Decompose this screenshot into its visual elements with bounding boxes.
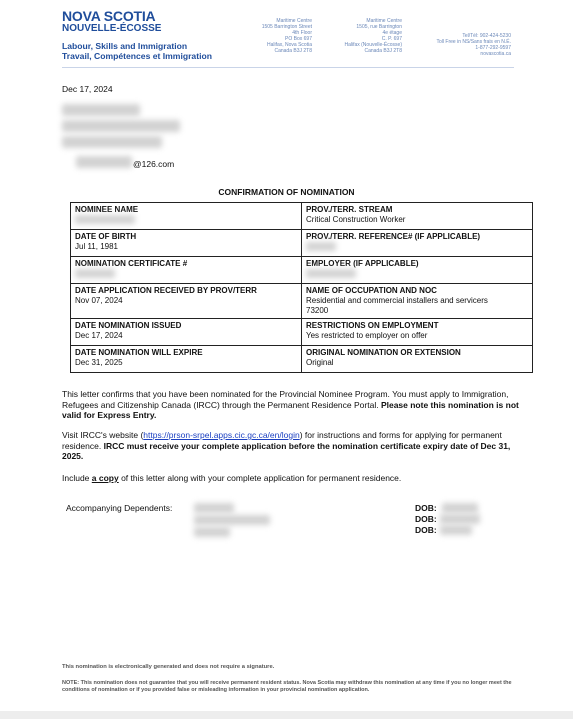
email-address: @126.com <box>133 159 175 169</box>
footer-disclaimer: NOTE: This nomination does not guarantee that you will receive permanent resident status. Nova Scotia may withdraw this nomination at any time if you no longer meet the conditions of nomination or if you provided false or misleading information in your provincial nomination application. <box>62 680 512 693</box>
cell-label: NOMINATION CERTIFICATE # <box>75 259 188 268</box>
nova-scotia-logo <box>62 9 161 34</box>
addr-line: Canada B3J 2T8 <box>274 48 312 54</box>
cell-label: PROV./TERR. STREAM <box>306 205 393 214</box>
addr-line: 4e étage <box>382 30 402 36</box>
cell-label: PROV./TERR. REFERENCE# (IF APPLICABLE) <box>306 232 481 241</box>
para-text: This letter confirms that you have been nominated for the Provincial Nominee Program. You must apply to Immigration, Refugees and Citizenship Canada (IRCC) through the Permanent Residence Portal. <box>62 389 509 410</box>
addr-line: 1505, rue Barrington <box>356 24 402 30</box>
letter-date: Dec 17, 2024 <box>62 84 113 94</box>
contact-info <box>425 33 511 57</box>
redacted-address-1 <box>62 120 180 132</box>
redacted-dob-2 <box>440 514 480 524</box>
redacted-value <box>75 215 135 224</box>
redacted-dob-3 <box>440 525 472 535</box>
redacted-dob-1 <box>442 503 478 513</box>
table-row <box>71 319 533 346</box>
table-cell <box>302 203 533 230</box>
cell-value: Jul 11, 1981 <box>75 242 118 251</box>
cell-value: Dec 17, 2024 <box>75 331 123 340</box>
table-row <box>71 346 533 373</box>
table-row <box>71 230 533 257</box>
redacted-dependent-3 <box>194 527 230 537</box>
addr-line: Maritime Centre <box>366 18 402 24</box>
para-text: of this letter along with your complete application for permanent residence. <box>118 473 402 483</box>
table-cell <box>71 203 302 230</box>
dependents-label: Accompanying Dependents: <box>66 503 173 513</box>
table-row <box>71 284 533 319</box>
department-name <box>62 41 212 61</box>
addr-line: Halifax, Nova Scotia <box>266 42 312 48</box>
redacted-dependent-1 <box>194 503 234 513</box>
addr-line: Maritime Centre <box>276 18 312 24</box>
addr-line: Halifax (Nouvelle-Écosse) <box>344 42 402 48</box>
table-cell <box>302 257 533 284</box>
table-cell <box>71 319 302 346</box>
addr-line: 1505 Barrington Street <box>261 24 312 30</box>
cell-label: EMPLOYER (IF APPLICABLE) <box>306 259 419 268</box>
dob-label: DOB: <box>415 514 437 524</box>
table-cell <box>71 284 302 319</box>
addr-line: PO Box 697 <box>285 36 312 42</box>
table-cell <box>71 230 302 257</box>
cell-label: ORIGINAL NOMINATION OR EXTENSION <box>306 348 461 357</box>
redacted-email <box>76 156 132 168</box>
cell-label: DATE APPLICATION RECEIVED BY PROV/TERR <box>75 286 257 295</box>
website-link[interactable]: novascotia.ca <box>480 51 511 57</box>
cell-value: Critical Construction Worker <box>306 215 406 224</box>
table-cell <box>302 319 533 346</box>
table-cell <box>71 346 302 373</box>
express-entry-note: Please note this nomination is not valid for Express Entry. <box>62 399 519 420</box>
phone-line: Tel/Tél: 902-424-5230 <box>462 33 511 39</box>
page-bottom-edge <box>0 711 573 719</box>
para-text: Visit IRCC's website ( <box>62 430 144 440</box>
address-french <box>336 18 402 54</box>
department-fr: Travail, Compétences et Immigration <box>62 51 212 61</box>
logo-sub-text: NOUVELLE-ÉCOSSE <box>62 23 162 34</box>
redacted-value <box>75 269 115 278</box>
cell-label: NOMINEE NAME <box>75 205 139 214</box>
cell-value: Dec 31, 2025 <box>75 358 123 367</box>
ircc-portal-link[interactable]: https://prson-srpel.apps.cic.gc.ca/en/login <box>143 430 300 440</box>
a-copy-emphasis: a copy <box>91 473 119 483</box>
cell-label: RESTRICTIONS ON EMPLOYMENT <box>306 321 439 330</box>
table-cell <box>302 284 533 319</box>
table-row <box>71 257 533 284</box>
cell-label: DATE NOMINATION ISSUED <box>75 321 182 330</box>
cell-value: Nov 07, 2024 <box>75 296 123 305</box>
noc-code: 73200 <box>306 306 329 315</box>
table-cell <box>71 257 302 284</box>
cell-label: DATE NOMINATION WILL EXPIRE <box>75 348 203 357</box>
include-copy-paragraph <box>62 473 522 484</box>
nomination-table <box>70 202 533 373</box>
document-title: CONFIRMATION OF NOMINATION <box>218 187 355 197</box>
tollfree-number: 1-877-292-9597 <box>475 45 511 51</box>
cell-label: DATE OF BIRTH <box>75 232 137 241</box>
confirmation-paragraph <box>62 389 522 421</box>
cell-value: Original <box>306 358 334 367</box>
redacted-value <box>306 242 336 251</box>
logo-main-text: NOVA SCOTIA <box>62 8 156 24</box>
dob-label: DOB: <box>415 525 437 535</box>
redacted-value <box>306 269 356 278</box>
cell-value: Residential and commercial installers and servicers <box>306 296 488 305</box>
addr-line: C. P. 697 <box>381 36 402 42</box>
redacted-name <box>62 104 140 116</box>
address-english <box>250 18 312 54</box>
cell-value: Yes restricted to employer on offer <box>306 331 428 340</box>
tollfree-label: Toll Free in NS/Sans frais en N.É. <box>436 39 511 45</box>
header-divider <box>62 67 514 68</box>
ircc-instructions-paragraph <box>62 430 522 462</box>
table-row <box>71 203 533 230</box>
para-text: ) for instructions and forms for applying for permanent residence. <box>62 430 502 451</box>
table-cell <box>302 346 533 373</box>
expiry-deadline-note: IRCC must receive your complete application before the nomination certificate expiry date of Dec 31, 2025. <box>62 440 511 461</box>
cell-label: NAME OF OCCUPATION AND NOC <box>306 286 437 295</box>
table-cell <box>302 230 533 257</box>
redacted-dependent-2 <box>194 515 270 525</box>
addr-line: 4th Floor <box>292 30 312 36</box>
para-text: Include <box>62 473 92 483</box>
footer-signature-note: This nomination is electronically generated and does not require a signature. <box>62 664 275 670</box>
redacted-address-2 <box>62 136 162 148</box>
addr-line: Canada B3J 2T8 <box>364 48 402 54</box>
department-en: Labour, Skills and Immigration <box>62 41 188 51</box>
dob-label: DOB: <box>415 503 437 513</box>
